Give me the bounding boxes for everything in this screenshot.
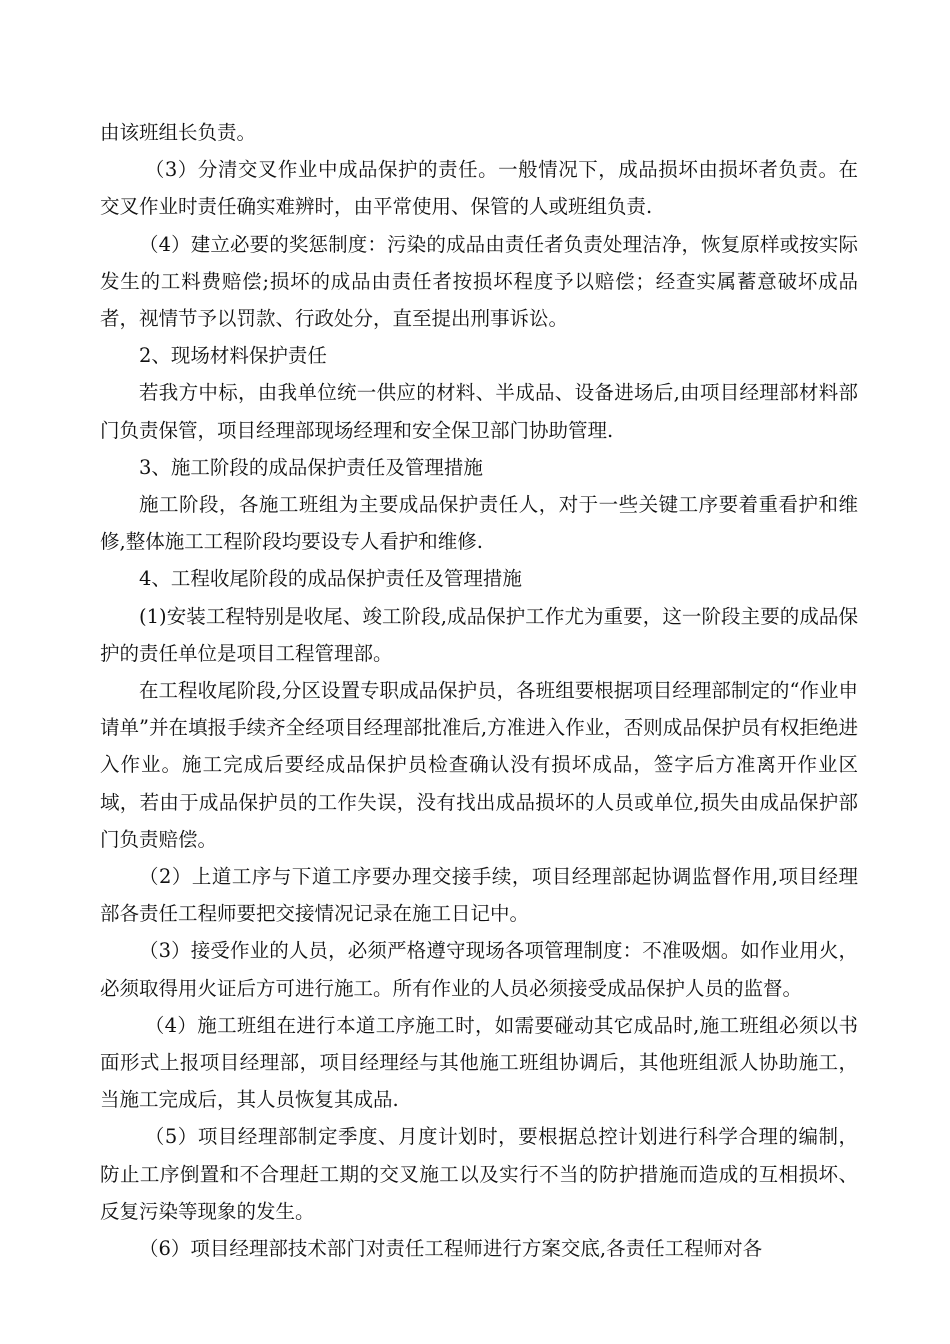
paragraph-item-6-technical: （6）项目经理部技术部门对责任工程师进行方案交底,各责任工程师对各 [139, 1237, 763, 1261]
paragraph-material-protection: 若我方中标，由我单位统一供应的材料、半成品、设备进场后,由项目经理部材料部门负责保管，项目经理部现场经理和安全保卫部门协助管理. [100, 381, 858, 442]
paragraph-construction-stage: 施工阶段，各施工班组为主要成品保护责任人，对于一些关键工序要着重看护和维修,整体施工工程阶段均要设专人看护和维修. [100, 493, 858, 554]
paragraph-item-3-responsibility: （3）分清交叉作业中成品保护的责任。一般情况下，成品损坏由损坏者负责。在交叉作业时责任确实难辨时，由平常使用、保管的人或班组负责. [100, 158, 858, 219]
paragraph-item-2-handover: （2）上道工序与下道工序要办理交接手续，项目经理部起协调监督作用,项目经理部各责任工程师要把交接情况记录在施工日记中。 [100, 865, 858, 926]
section-heading-3: 3、施工阶段的成品保护责任及管理措施 [139, 455, 483, 479]
section-heading-4: 4、工程收尾阶段的成品保护责任及管理措施 [139, 567, 522, 591]
paragraph-item-5-planning: （5）项目经理部制定季度、月度计划时，要根据总控计划进行科学合理的编制，防止工序倒置和不合理赶工期的交叉施工以及实行不当的防护措施而造成的互相损坏、反复污染等现象的发生。 [100, 1125, 858, 1223]
document-body [100, 114, 858, 1267]
paragraph-item-4-team: （4）施工班组在进行本道工序施工时，如需要碰动其它成品时,施工班组必须以书面形式上报项目经理部，项目经理经与其他施工班组协调后，其他班组派人协助施工，当施工完成后，其人员恢复其成品. [100, 1013, 858, 1112]
paragraph-continuation: 由该班组长负责。 [100, 121, 257, 144]
paragraph-item-3-workers: （3）接受作业的人员，必须严格遵守现场各项管理制度：不准吸烟。如作业用火，必须取得用火证后方可进行施工。所有作业的人员必须接受成品保护人员的监督。 [100, 939, 858, 1000]
paragraph-item-1-installation: (1)安装工程特别是收尾、竣工阶段,成品保护工作尤为重要，这一阶段主要的成品保护的责任单位是项目工程管理部。 [100, 604, 858, 665]
paragraph-closing-stage: 在工程收尾阶段,分区设置专职成品保护员，各班组要根据项目经理部制定的“作业申请单”并在填报手续齐全经项目经理部批准后,方准进入作业，否则成品保护员有权拒绝进入作业。施工完成后要经成品保护员检查确认没有损坏成品，签字后方准离开作业区域，若由于成品保护员的工作失误，没有找出成品损坏的人员或单位,损失由成品保护部门负责赔偿。 [100, 679, 858, 851]
paragraph-item-4-reward-penalty: （4）建立必要的奖惩制度：污染的成品由责任者负责处理洁净，恢复原样或按实际发生的工料费赔偿;损坏的成品由责任者按损坏程度予以赔偿；经查实属蓄意破坏成品者，视情节予以罚款、行政处分，直至提出刑事诉讼。 [100, 232, 858, 331]
section-heading-2: 2、现场材料保护责任 [139, 344, 327, 368]
